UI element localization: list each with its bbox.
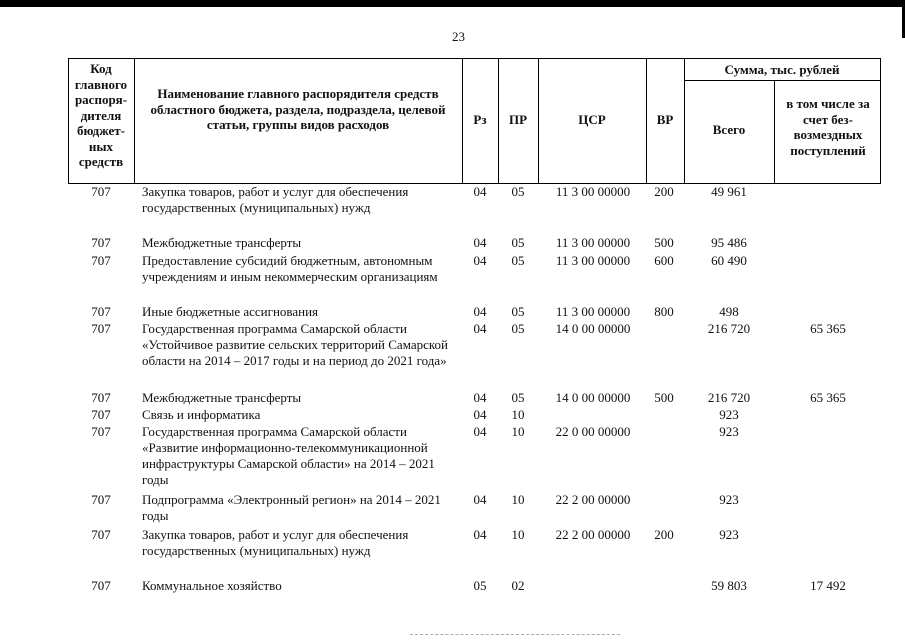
header-csr: ЦСР [578, 112, 606, 127]
row-rz: 04 [473, 235, 487, 250]
row-name: Связь и информатика [142, 407, 261, 422]
row-code: 707 [91, 235, 111, 250]
row-csr: 11 3 00 00000 [555, 304, 631, 319]
row-code: 707 [91, 184, 111, 199]
row-pr: 10 [511, 492, 525, 507]
row-csr: 11 3 00 00000 [555, 235, 631, 250]
row-vr: 500 [654, 235, 674, 250]
row-name: Подпрограмма «Электронный регион» на 2014 – 2021 годы [142, 492, 441, 523]
row-total: 95 486 [711, 235, 747, 250]
row-code: 707 [91, 492, 111, 507]
header-pr: ПР [508, 112, 528, 127]
row-csr: 14 0 00 00000 [555, 390, 631, 405]
row-total: 216 720 [707, 321, 751, 336]
row-rz: 04 [473, 407, 487, 422]
row-total: 216 720 [707, 390, 751, 405]
header-total: Всего [712, 122, 746, 137]
header-code: Код главного распоря-дителя бюджет-ных средств [74, 61, 128, 169]
row-vr: 600 [654, 253, 674, 268]
row-total: 498 [719, 304, 739, 319]
row-vr: 800 [654, 304, 674, 319]
header-sum: Сумма, тыс. рублей [724, 62, 840, 77]
row-code: 707 [91, 407, 111, 422]
row-rz: 04 [473, 184, 487, 199]
row-pr: 05 [511, 235, 525, 250]
row-pr: 05 [511, 390, 525, 405]
row-rz: 04 [473, 253, 487, 268]
row-pr: 10 [511, 407, 525, 422]
row-pr: 05 [511, 253, 525, 268]
row-name: Государственная программа Самарской области «Устойчивое развитие сельских территорий Самарской области на 2014 – 2017 годы и на период до 2021 года» [142, 321, 448, 368]
row-csr: 22 0 00 00000 [555, 424, 631, 439]
page-number: 23 [452, 29, 465, 44]
row-csr: 22 2 00 00000 [555, 527, 631, 542]
header-vr: ВР [656, 112, 674, 127]
row-rz: 05 [473, 578, 487, 593]
row-rz: 04 [473, 492, 487, 507]
header-name: Наименование главного распорядителя средств областного бюджета, раздела, подраздела, целевой статьи, группы видов расходов [150, 86, 446, 132]
row-pr: 05 [511, 304, 525, 319]
row-subsidies: 65 365 [810, 321, 846, 336]
row-subsidies: 65 365 [810, 390, 846, 405]
row-name: Государственная программа Самарской области «Развитие информационно-телекоммуникационной инфраструктуры Самарской области» на 2014 – 2021 годы [142, 424, 435, 487]
row-vr: 500 [654, 390, 674, 405]
row-name: Коммунальное хозяйство [142, 578, 282, 593]
row-pr: 05 [511, 321, 525, 336]
row-pr: 10 [511, 424, 525, 439]
row-subsidies: 17 492 [810, 578, 846, 593]
row-code: 707 [91, 304, 111, 319]
row-total: 923 [719, 424, 739, 439]
row-total: 60 490 [711, 253, 747, 268]
row-rz: 04 [473, 424, 487, 439]
row-csr: 11 3 00 00000 [555, 253, 631, 268]
row-total: 49 961 [711, 184, 747, 199]
row-name: Межбюджетные трансферты [142, 235, 302, 250]
row-total: 923 [719, 492, 739, 507]
bottom-scan-artifact [410, 634, 620, 635]
row-code: 707 [91, 424, 111, 439]
row-pr: 02 [511, 578, 525, 593]
row-total: 923 [719, 527, 739, 542]
row-code: 707 [91, 578, 111, 593]
row-rz: 04 [473, 527, 487, 542]
row-name: Предоставление субсидий бюджетным, автономным учреждениям и иным некоммерческим организациям [142, 253, 438, 284]
header-rz: Рз [473, 112, 487, 127]
header-subsidies: в том числе за счет без-возмездных поступлений [786, 96, 870, 158]
row-name: Закупка товаров, работ и услуг для обеспечения государственных (муниципальных) нужд [142, 184, 409, 215]
row-name: Иные бюджетные ассигнования [142, 304, 319, 319]
row-rz: 04 [473, 390, 487, 405]
row-rz: 04 [473, 321, 487, 336]
row-rz: 04 [473, 304, 487, 319]
row-code: 707 [91, 253, 111, 268]
row-name: Межбюджетные трансферты [142, 390, 302, 405]
row-csr: 11 3 00 00000 [555, 184, 631, 199]
row-code: 707 [91, 390, 111, 405]
row-csr: 14 0 00 00000 [555, 321, 631, 336]
row-total: 59 803 [711, 578, 747, 593]
row-vr: 200 [654, 184, 674, 199]
row-code: 707 [91, 321, 111, 336]
row-code: 707 [91, 527, 111, 542]
row-vr: 200 [654, 527, 674, 542]
row-pr: 05 [511, 184, 525, 199]
row-csr: 22 2 00 00000 [555, 492, 631, 507]
row-total: 923 [719, 407, 739, 422]
row-name: Закупка товаров, работ и услуг для обеспечения государственных (муниципальных) нужд [142, 527, 409, 558]
row-pr: 10 [511, 527, 525, 542]
